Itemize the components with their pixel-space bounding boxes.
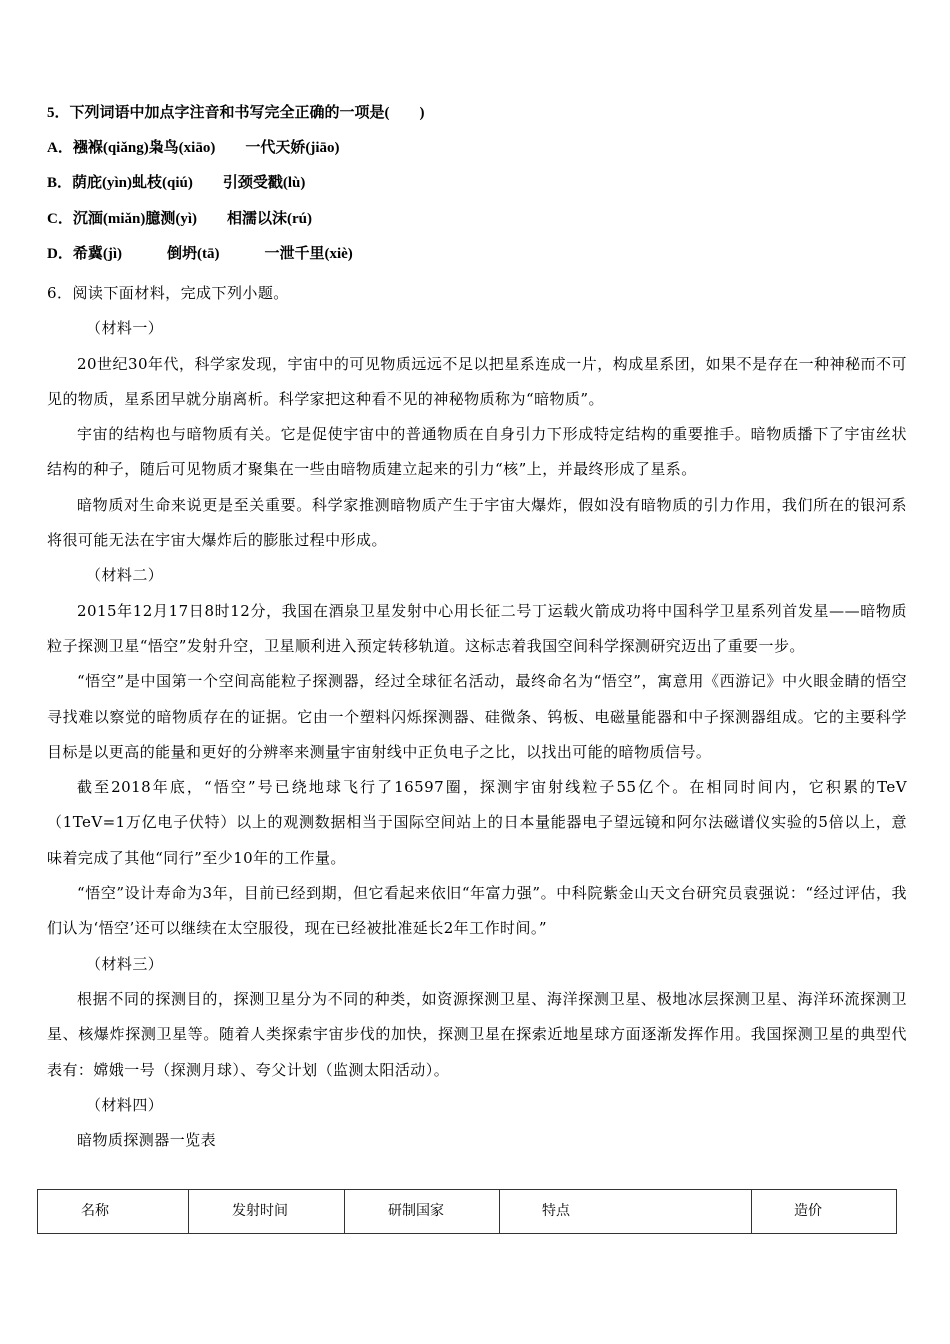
table-header-cell: 造价: [752, 1190, 897, 1234]
paragraph: 根据不同的探测目的，探测卫星分为不同的种类，如资源探测卫星、海洋探测卫星、极地冰层探测卫星、海洋环流探测卫星、核爆炸探测卫星等。随着人类探索宇宙步伐的加快，探测卫星在探索近地星球方面逐渐发挥作用。我国探测卫星的典型代表有：嫦娥一号（探测月球）、夸父计划（监测太阳活动）。: [47, 989, 907, 1079]
question-5-stem: 5．下列词语中加点字注音和书写完全正确的一项是( ): [47, 105, 425, 121]
table-header-cell: 特点: [500, 1190, 752, 1234]
material-heading: （材料三）: [86, 954, 164, 973]
material-heading: （材料四）: [86, 1095, 164, 1114]
paragraph: “悟空”设计寿命为3年，目前已经到期，但它看起来依旧“年富力强”。中科院紫金山天文台研究员袁强说：“经过评估，我们认为‘悟空’还可以继续在太空服役，现在已经被批准延长2年工作时间。”: [47, 884, 907, 938]
option-label: D．: [47, 246, 73, 262]
question-6: [47, 276, 907, 1158]
paragraph: 宇宙的结构也与暗物质有关。它是促使宇宙中的普通物质在自身引力下形成特定结构的重要推手。暗物质播下了宇宙丝状结构的种子，随后可见物质才聚集在一些由暗物质建立起来的引力“核”上，并最终形成了星系。: [47, 425, 907, 479]
table-header-row: [38, 1190, 897, 1234]
material-heading: （材料二）: [86, 566, 164, 585]
material-heading: （材料一）: [86, 319, 164, 338]
option-c: [47, 207, 312, 228]
option-text: 荫庇(yìn)虬枝(qiú) 引颈受戳(lù): [72, 175, 306, 191]
paragraph: 暗物质对生命来说更是至关重要。科学家推测暗物质产生于宇宙大爆炸，假如没有暗物质的引力作用，我们所在的银河系将很可能无法在宇宙大爆炸后的膨胀过程中形成。: [47, 495, 907, 550]
paragraph: 暗物质探测器一览表: [77, 1131, 217, 1150]
option-text: 襁褓(qiǎng)枭鸟(xiāo) 一代天娇(jiāo): [72, 140, 340, 156]
reading-material: [47, 311, 907, 1158]
option-d: [47, 242, 353, 263]
paragraph: 截至2018年底，“悟空”号已绕地球飞行了16597圈，探测宇宙射线粒子55亿个。在相同时间内，它积累的TeV（1TeV=1万亿电子伏特）以上的观测数据相当于国际空间站上的日本量能器电子望远镜和阿尔法磁谱仪实验的5倍以上，意味着完成了其他“同行”至少10年的工作量。: [47, 778, 907, 867]
option-a: [47, 136, 340, 157]
table-header-cell: 研制国家: [345, 1190, 500, 1234]
question-6-stem: 6．阅读下面材料，完成下列小题。: [47, 284, 289, 302]
paragraph: “悟空”是中国第一个空间高能粒子探测器，经过全球征名活动，最终命名为“悟空”，寓意用《西游记》中火眼金睛的悟空寻找难以察觉的暗物质存在的证据。它由一个塑料闪烁探测器、硅微条、钨板、电磁量能器和中子探测器组成。它的主要科学目标是以更高的能量和更好的分辨率来测量宇宙射线中正负电子之比，以找出可能的暗物质信号。: [47, 672, 907, 761]
option-text: 希冀(jì) 倒坍(tā) 一泄千里(xiè): [72, 246, 353, 262]
option-label: A．: [47, 140, 73, 156]
dark-matter-detector-table: [37, 1189, 897, 1234]
table-header-cell: 名称: [38, 1190, 189, 1234]
paragraph: 20世纪30年代，科学家发现，宇宙中的可见物质远远不足以把星系连成一片，构成星系团，如果不是存在一种神秘而不可见的物质，星系团早就分崩离析。科学家把这种看不见的神秘物质称为“暗物质”。: [47, 354, 907, 408]
paragraph: 2015年12月17日8时12分，我国在酒泉卫星发射中心用长征二号丁运载火箭成功将中国科学卫星系列首发星——暗物质粒子探测卫星“悟空”发射升空，卫星顺利进入预定转移轨道。这标志着我国空间科学探测研究迈出了重要一步。: [47, 601, 907, 655]
option-label: C．: [47, 211, 73, 227]
table-header-cell: 发射时间: [189, 1190, 345, 1234]
option-text: 沉湎(miǎn)臆测(yì) 相濡以沫(rú): [72, 211, 312, 227]
option-b: [47, 171, 305, 192]
option-label: B．: [47, 175, 73, 191]
